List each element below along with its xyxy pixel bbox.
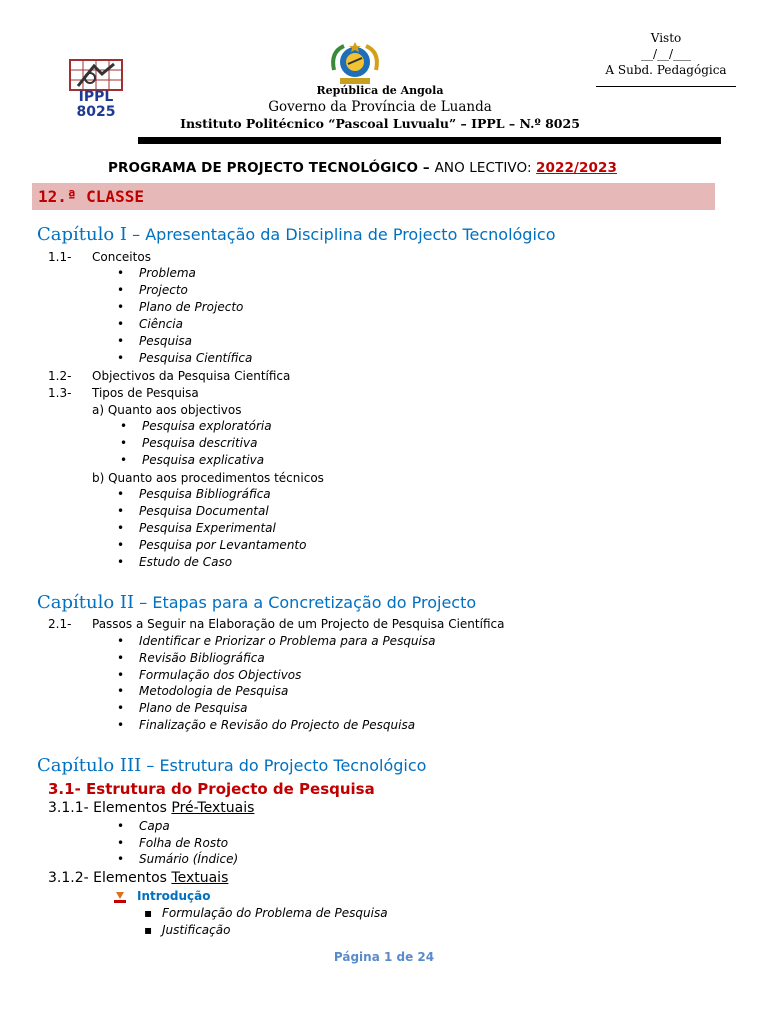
- section-number: 1.1-: [48, 250, 72, 264]
- list-item: • Pesquisa Científica: [139, 351, 252, 365]
- section-underlined: Textuais: [171, 870, 229, 886]
- visto-role: A Subd. Pedagógica: [605, 63, 727, 77]
- programme-name: PROGRAMA DE PROJECTO TECNOLÓGICO –: [108, 160, 435, 176]
- visto-block: [596, 30, 736, 87]
- chapter-1-subtitle: – Apresentação da Disciplina de Projecto Tecnológico: [127, 225, 556, 244]
- page-number: Página 1 de 24: [333, 950, 435, 964]
- list-item: • Pesquisa exploratória: [142, 419, 272, 433]
- chapter-2-heading: [37, 592, 476, 613]
- section-title: Objectivos da Pesquisa Científica: [92, 369, 291, 383]
- list-item: ▪ Formulação do Problema de Pesquisa: [162, 906, 388, 920]
- list-item: • Pesquisa Documental: [139, 504, 269, 518]
- header-country: República de Angola: [316, 84, 444, 97]
- section-1-2: [48, 369, 290, 383]
- list-item: • Formulação dos Objectivos: [139, 668, 301, 682]
- list-item: • Identificar e Priorizar o Problema para a Pesquisa: [139, 634, 435, 648]
- section-number: 1.3-: [48, 386, 72, 400]
- visto-date: __/__/___: [640, 47, 692, 61]
- list-item: • Plano de Projecto: [139, 300, 243, 314]
- section-3-1-2: [48, 870, 228, 886]
- chapter-2-subtitle: – Etapas para a Concretização do Projecto: [134, 593, 477, 612]
- list-item: • Estudo de Caso: [139, 555, 232, 569]
- list-item: • Pesquisa Bibliográfica: [139, 487, 271, 501]
- list-item: • Capa: [139, 819, 170, 833]
- list-item: • Pesquisa: [139, 334, 192, 348]
- list-item: • Projecto: [139, 283, 188, 297]
- list-item: • Sumário (Índice): [139, 852, 238, 866]
- section-title: Passos a Seguir na Elaboração de um Projecto de Pesquisa Científica: [92, 617, 505, 631]
- list-item: • Revisão Bibliográfica: [139, 651, 265, 665]
- arrow-bullet-icon: [114, 889, 126, 901]
- section-underlined: Pré-Textuais: [171, 800, 255, 816]
- chapter-1-heading: [37, 224, 555, 245]
- list-item: • Pesquisa por Levantamento: [139, 538, 306, 552]
- list-item: • Folha de Rosto: [139, 836, 228, 850]
- section-3-1-1: [48, 800, 254, 816]
- header-government: Governo da Província de Luanda: [268, 99, 492, 115]
- subsection-a: a) Quanto aos objectivos: [92, 403, 242, 417]
- chapter-3-label: Capítulo III: [37, 755, 142, 776]
- list-item: • Pesquisa explicativa: [142, 453, 264, 467]
- logo-text-number: 8025: [76, 104, 116, 120]
- list-item: • Plano de Pesquisa: [139, 701, 248, 715]
- list-item: • Problema: [139, 266, 196, 280]
- section-3-1: 3.1- Estrutura do Projecto de Pesquisa: [48, 780, 375, 798]
- chapter-3-heading: [37, 755, 426, 776]
- angola-coat-of-arms: [326, 40, 384, 88]
- section-number: 1.2-: [48, 369, 72, 383]
- list-item: ▪ Justificação: [162, 923, 230, 937]
- header-divider: [138, 137, 721, 144]
- section-2-1: [48, 617, 504, 631]
- list-item: • Pesquisa Experimental: [139, 521, 276, 535]
- programme-year: 2022/2023: [536, 160, 618, 176]
- section-prefix: 3.1.1- Elementos: [48, 800, 172, 816]
- section-number: 2.1-: [48, 617, 72, 631]
- chapter-2-label: Capítulo II: [37, 592, 135, 613]
- class-label: 12.ª CLASSE: [38, 187, 144, 206]
- logo-text-ippl: IPPL: [78, 89, 114, 105]
- section-title: Conceitos: [92, 250, 151, 264]
- visto-title: Visto: [650, 31, 682, 45]
- list-item: • Metodologia de Pesquisa: [139, 684, 288, 698]
- chapter-1-label: Capítulo I: [37, 224, 128, 245]
- section-1-1: [48, 250, 151, 264]
- introduction-heading: Introdução: [137, 889, 211, 903]
- list-item: • Ciência: [139, 317, 183, 331]
- section-prefix: 3.1.2- Elementos: [48, 870, 172, 886]
- programme-year-label: ANO LECTIVO:: [434, 160, 537, 176]
- header-institute: Instituto Politécnico “Pascoal Luvualu” – IPPL – N.º 8025: [180, 116, 580, 131]
- chapter-3-subtitle: – Estrutura do Projecto Tecnológico: [141, 756, 427, 775]
- section-title: Tipos de Pesquisa: [92, 386, 199, 400]
- class-band: [32, 183, 715, 210]
- subsection-b: b) Quanto aos procedimentos técnicos: [92, 471, 324, 485]
- list-item: • Finalização e Revisão do Projecto de Pesquisa: [139, 718, 415, 732]
- section-1-3: [48, 386, 199, 400]
- programme-title: [108, 160, 617, 176]
- list-item: • Pesquisa descritiva: [142, 436, 257, 450]
